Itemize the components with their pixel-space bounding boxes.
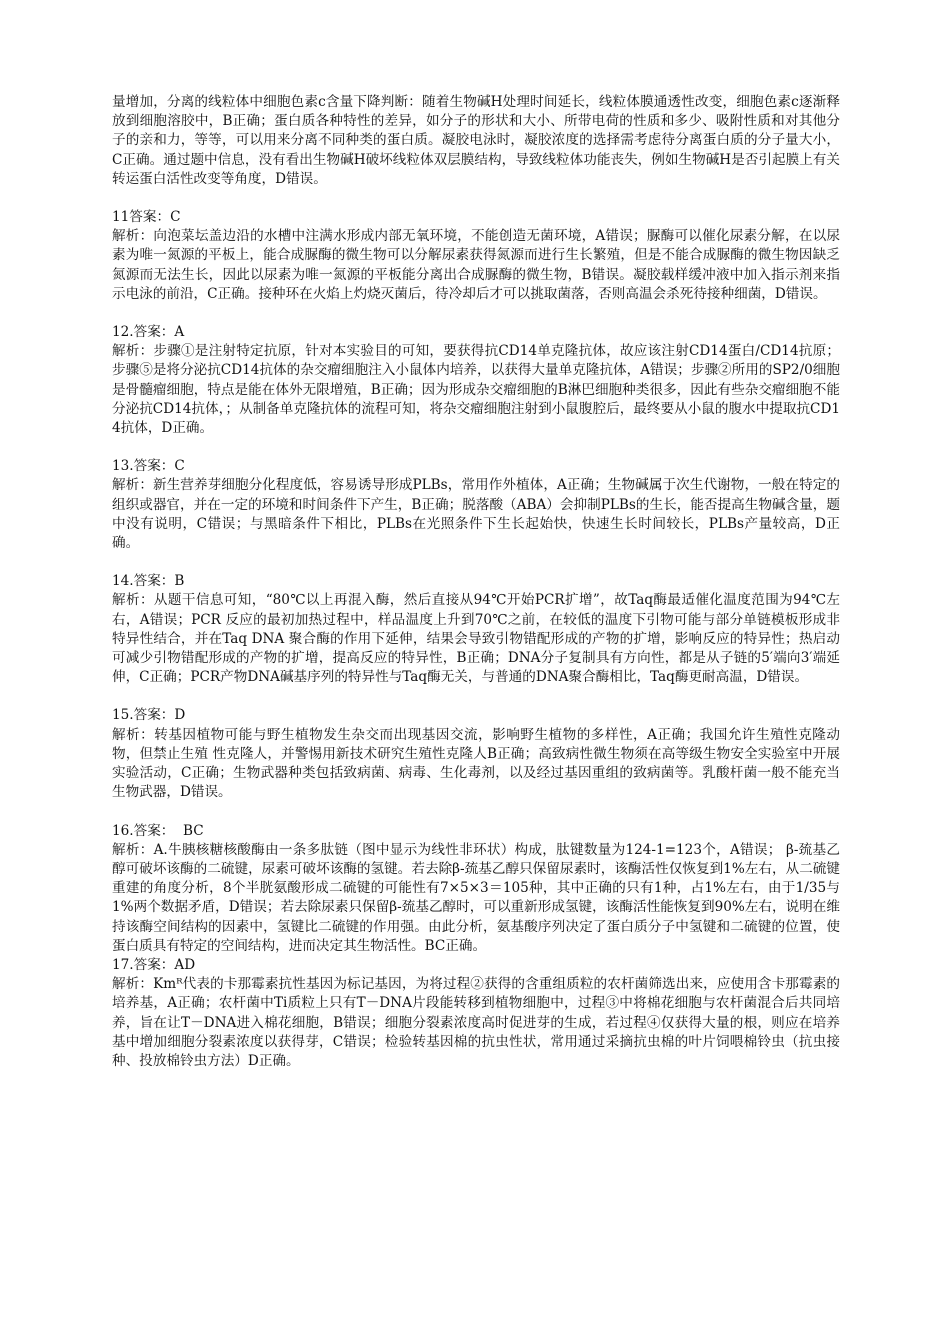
question-13 <box>112 457 840 553</box>
analysis-paragraph: 解析：向泡菜坛盖边沿的水槽中注满水形成内部无氧环境，不能创造无菌环境，A错误；脲酶可以催化尿素分解，在以尿素为唯一氮源的平板上，能合成脲酶的微生物可以分解尿素获得氮源而进行生长繁殖，但是不能合成脲酶的微生物因缺乏氮源而无法生长，因此以尿素为唯一氮源的平板能分离出合成脲酶的微生物，B错误。凝胶载样缓冲液中加入指示剂来指示电泳的前沿，C正确。接种环在火焰上灼烧灭菌后，待冷却后才可以挑取菌落，否则高温会杀死待接种细菌，D错误。 <box>112 228 840 302</box>
analysis-paragraph: 解析：新生营养芽细胞分化程度低，容易诱导形成PLBs，常用作外植体，A正确；生物碱属于次生代谢物，一般在特定的组织或器官，并在一定的环境和时间条件下产生，B正确；脱落酸（ABA）会抑制PLBs的生长，能否提高生物碱含量，题中没有说明，C错误；与黑暗条件下相比，PLBs在光照条件下生长起始快，快速生长时间较长，PLBs产量较高，D正确。 <box>112 477 840 552</box>
document-page <box>112 93 840 1071</box>
question-15 <box>112 706 840 802</box>
analysis-paragraph: 解析：Kmᴿ代表的卡那霉素抗性基因为标记基因，为将过程②获得的含重组质粒的农杆菌筛选出来，应使用含卡那霉素的培养基，A正确；农杆菌中Ti质粒上只有T－DNA片段能转移到植物细胞中，过程③中将棉花细胞与农杆菌混合后共同培养，旨在让T－DNA进入棉花细胞，B错误；细胞分裂素浓度高时促进芽的生成，若过程④仅获得大量的根，则应在培养基中增加细胞分裂素浓度以获得芽，C错误；检验转基因棉的抗虫性状，常用通过采摘抗虫棉的叶片饲喂棉铃虫（抗虫接种、投放棉铃虫方法）D正确。 <box>112 976 840 1069</box>
question-16 <box>112 822 840 956</box>
question-11 <box>112 208 840 304</box>
question-14 <box>112 572 840 687</box>
answer-line: 13.答案：C <box>112 458 185 475</box>
answer-line: 15.答案：D <box>112 707 186 724</box>
analysis-paragraph: 解析：步骤①是注射特定抗原，针对本实验目的可知，要获得抗CD14单克隆抗体，故应该注射CD14蛋白/CD14抗原；步骤⑤是将分泌抗CD14抗体的杂交瘤细胞注入小鼠体内培养，以获得大量单克隆抗体，A错误；步骤②所用的SP2/0细胞是骨髓瘤细胞，特点是能在体外无限增殖，B正确；因为形成杂交瘤细胞的B淋巴细胞种类很多，因此有些杂交瘤细胞不能分泌抗CD14抗体，；从制备单克隆抗体的流程可知，将杂交瘤细胞注射到小鼠腹腔后，最终要从小鼠的腹水中提取抗CD14抗体，D正确。 <box>112 343 840 437</box>
intro-paragraph: 量增加，分离的线粒体中细胞色素c含量下降判断：随着生物碱H处理时间延长，线粒体膜通透性改变，细胞色素c逐渐释放到细胞溶胶中，B正确；蛋白质各种特性的差异，如分子的形状和大小、所带电荷的性质和多少、吸附性质和对其他分子的亲和力，等等，可以用来分离不同种类的蛋白质。凝胶电泳时，凝胶浓度的选择需考虑待分离蛋白质的分子量大小，C正确。通过题中信息，没有看出生物碱H破坏线粒体双层膜结构，导致线粒体功能丧失，例如生物碱H是否引起膜上有关转运蛋白活性改变等角度，D错误。 <box>112 94 840 187</box>
question-12 <box>112 323 840 438</box>
answer-line: 11答案：C <box>112 209 181 226</box>
answer-line: 14.答案：B <box>112 573 185 590</box>
analysis-paragraph: 解析：转基因植物可能与野生植物发生杂交而出现基因交流，影响野生植物的多样性，A正确；我国允许生殖性克隆动物，但禁止生殖 性克隆人，并警惕用新技术研究生殖性克隆人B正确；高致病性微生物须在高等级生物安全实验室中开展实验活动，C正确；生物武器种类包括致病菌、病毒、生化毒剂，以及经过基因重组的致病菌等。乳酸杆菌一般不能充当生物武器，D错误。 <box>112 726 840 801</box>
answer-line: 17.答案：AD <box>112 956 196 973</box>
question-17 <box>112 956 840 1071</box>
analysis-paragraph: 解析：从题干信息可知，“80℃以上再混入酶，然后直接从94℃开始PCR扩增”，故Taq酶最适催化温度范围为94℃左右，A错误；PCR 反应的最初加热过程中，样品温度上升到70℃之前，在较低的温度下引物可能与部分单链模板形成非特异性结合，并在Taq DNA 聚合酶的作用下延伸，结果会导致引物错配形成的产物的扩增，影响反应的特异性；热启动可减少引物错配形成的产物的扩增，提高反应的特异性，B正确；DNA分子复制具有方向性，都是从子链的5′端向3′端延伸，C正确；PCR产物DNA碱基序列的特异性与Taq酶无关，与普通的DNA聚合酶相比，Taq酶更耐高温，D错误。 <box>112 592 840 686</box>
analysis-paragraph: 解析：A.牛胰核糖核酸酶由一条多肽链（图中显示为线性非环状）构成，肽键数量为124-1=123个，A错误； β-巯基乙醇可破坏该酶的二硫键，尿素可破坏该酶的氢键。若去除β-巯基乙醇只保留尿素时，该酶活性仅恢复到1%左右，从二硫键重建的角度分析，8个半胱氨酸形成二硫键的可能性有7×5×3＝105种，其中正确的只有1种，占1%左右，由于1/35与1%两个数据矛盾，D错误；若去除尿素只保留β-巯基乙醇时，可以重新形成氢键，该酶活性能恢复到90%左右，说明在维持该酶空间结构的因素中，氢键比二硫键的作用强。由此分析，氨基酸序列决定了蛋白质分子中氢键和二硫键的位置，使蛋白质具有特定的空间结构，进而决定其生物活性。BC正确。 <box>112 841 840 954</box>
answer-line: 12.答案：A <box>112 324 185 341</box>
answer-line: 16.答案： BC <box>112 822 204 839</box>
